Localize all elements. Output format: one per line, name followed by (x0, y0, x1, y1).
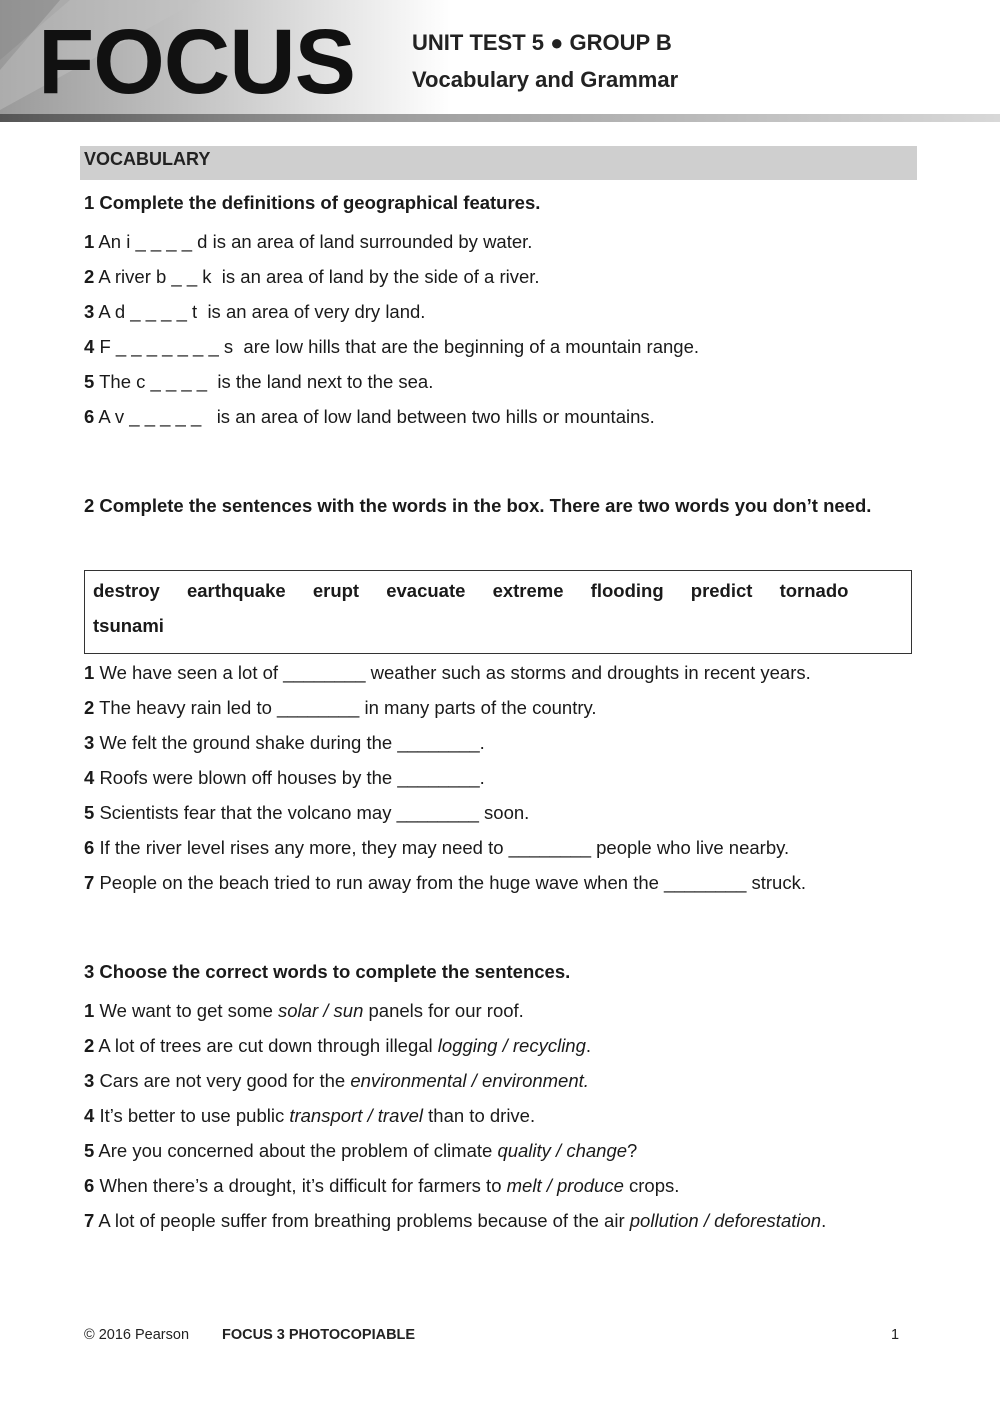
task-1-item (84, 329, 904, 364)
item-text: A d _ _ _ _ t is an area of very dry land. (98, 301, 426, 322)
item-number: 6 (84, 1175, 95, 1196)
word-options: solar / sun (278, 1000, 364, 1021)
word-box-item: tornado (779, 580, 849, 601)
item-text: If the river level rises any more, they may need to ________ people who live nearby. (99, 837, 790, 858)
focus-logo: FOCUS (38, 11, 355, 113)
item-text: An i _ _ _ _ d is an area of land surrounded by water. (98, 231, 533, 252)
task-3-item (84, 1168, 904, 1203)
task-3 (84, 954, 904, 1238)
item-text: F _ _ _ _ _ _ _ s are low hills that are the beginning of a mountain range. (99, 336, 700, 357)
word-box-item: predict (690, 580, 753, 601)
item-text: panels for our roof. (363, 1000, 524, 1021)
item-text: We want to get some (99, 1000, 279, 1021)
task-1-item (84, 224, 904, 259)
task-1-item (84, 364, 904, 399)
task-2-title-block (84, 488, 904, 523)
item-number: 4 (84, 1105, 95, 1126)
item-number: 5 (84, 802, 95, 823)
word-box-item: earthquake (186, 580, 286, 601)
item-number: 3 (84, 732, 95, 753)
header-rule (0, 114, 1000, 122)
item-text: A v _ _ _ _ _ is an area of low land between two hills or mountains. (98, 406, 655, 427)
section-label: VOCABULARY (84, 149, 211, 169)
item-number: 5 (84, 371, 95, 392)
footer-copyright: © 2016 Pearson (84, 1327, 190, 1343)
item-text: The c _ _ _ _ is the land next to the sea. (99, 371, 434, 392)
item-text: The heavy rain led to ________ in many parts of the country. (99, 697, 597, 718)
page-number: 1 (891, 1327, 900, 1343)
word-options: pollution / deforestation (629, 1210, 822, 1231)
item-number: 3 (84, 1070, 95, 1091)
task-2-item (84, 795, 904, 830)
task-3-title: 3 Choose the correct words to complete the sentences. (84, 961, 571, 982)
item-number: 2 (84, 266, 95, 287)
task-1-title: 1 Complete the definitions of geographical features. (84, 192, 541, 213)
task-1 (84, 185, 904, 434)
item-text: We felt the ground shake during the ________. (99, 732, 485, 753)
task-3-item (84, 1063, 904, 1098)
word-box-item: tsunami (93, 615, 164, 636)
item-number: 4 (84, 336, 95, 357)
word-box-item: flooding (590, 580, 664, 601)
word-options: melt / produce (506, 1175, 624, 1196)
item-text: than to drive. (423, 1105, 536, 1126)
unit-subtitle: Vocabulary and Grammar (412, 67, 679, 92)
task-1-item (84, 259, 904, 294)
word-box (84, 570, 912, 654)
item-text: We have seen a lot of ________ weather such as storms and droughts in recent years. (99, 662, 811, 683)
item-text: Cars are not very good for the (99, 1070, 351, 1091)
word-box-item: erupt (312, 580, 360, 601)
item-text: People on the beach tried to run away from the huge wave when the ________ struck. (99, 872, 806, 893)
task-2-item (84, 865, 904, 900)
word-box-item: extreme (492, 580, 564, 601)
task-2-title: 2 Complete the sentences with the words in the box. There are two words you don’t need. (84, 495, 872, 516)
page-header (0, 0, 1000, 122)
item-number: 6 (84, 406, 95, 427)
word-options: quality / change (497, 1140, 628, 1161)
word-options: transport / travel (289, 1105, 424, 1126)
task-2-item (84, 760, 904, 795)
item-text: ? (627, 1140, 638, 1161)
task-1-item (84, 399, 904, 434)
item-number: 2 (84, 1035, 95, 1056)
task-1-item (84, 294, 904, 329)
word-list (93, 573, 893, 643)
item-number: 2 (84, 697, 95, 718)
task-2-item (84, 690, 904, 725)
item-text: A river b _ _ k is an area of land by the side of a river. (98, 266, 540, 287)
item-text: Roofs were blown off houses by the ________. (99, 767, 485, 788)
task-3-item (84, 993, 904, 1028)
item-number: 5 (84, 1140, 95, 1161)
section-bar (80, 146, 917, 180)
item-text: A lot of trees are cut down through illegal (98, 1035, 438, 1056)
item-text: When there’s a drought, it’s difficult for farmers to (99, 1175, 507, 1196)
task-3-item (84, 1098, 904, 1133)
word-options: logging / recycling (437, 1035, 586, 1056)
item-number: 6 (84, 837, 95, 858)
task-2-item (84, 725, 904, 760)
item-number: 3 (84, 301, 95, 322)
item-number: 4 (84, 767, 95, 788)
task-3-item (84, 1028, 904, 1063)
task-2-item (84, 830, 904, 865)
item-text: . (821, 1210, 827, 1231)
unit-title: UNIT TEST 5 ● GROUP B (412, 30, 672, 55)
item-number: 7 (84, 1210, 95, 1231)
item-text: Are you concerned about the problem of climate (98, 1140, 498, 1161)
task-2 (84, 655, 904, 900)
item-text: It’s better to use public (99, 1105, 290, 1126)
footer-label: FOCUS 3 PHOTOCOPIABLE (222, 1327, 416, 1343)
task-2-item (84, 655, 904, 690)
task-3-item (84, 1203, 904, 1238)
item-text: A lot of people suffer from breathing problems because of the air (98, 1210, 630, 1231)
word-options: environmental / environment. (350, 1070, 589, 1091)
item-text: crops. (623, 1175, 680, 1196)
item-text: . (585, 1035, 592, 1056)
item-number: 1 (84, 662, 95, 683)
word-box-item: destroy (93, 580, 160, 601)
task-3-item (84, 1133, 904, 1168)
item-number: 7 (84, 872, 95, 893)
item-number: 1 (84, 231, 95, 252)
item-text: Scientists fear that the volcano may ________ soon. (99, 802, 530, 823)
item-number: 1 (84, 1000, 95, 1021)
word-box-item: evacuate (386, 580, 466, 601)
